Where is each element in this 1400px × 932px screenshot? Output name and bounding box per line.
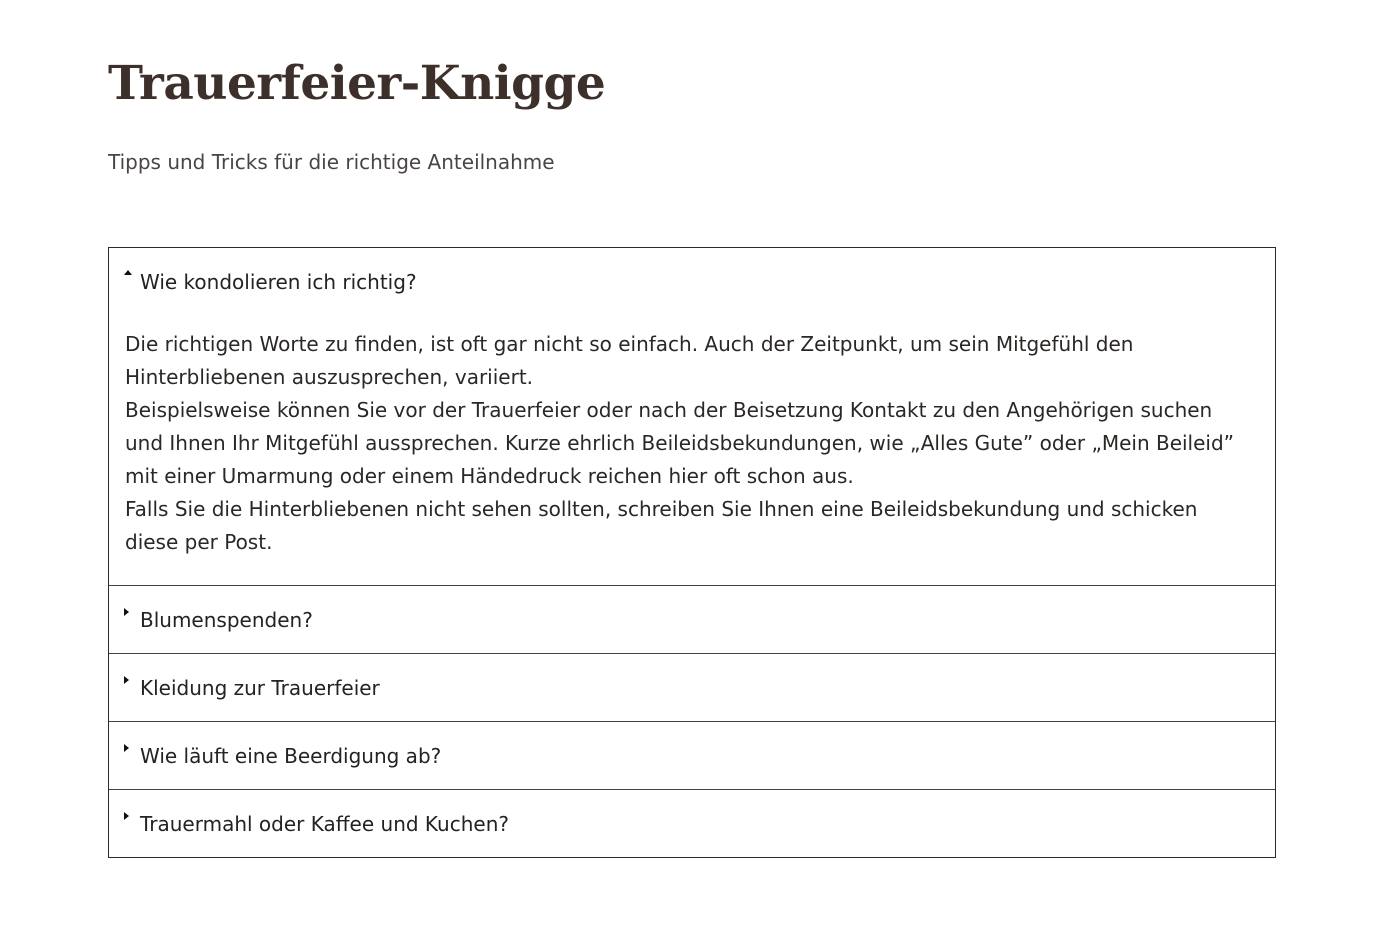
caret-right-icon — [124, 676, 129, 684]
accordion-item-kleidung — [109, 653, 1275, 721]
accordion-header-blumenspenden[interactable] — [109, 586, 1275, 653]
accordion-title: Kleidung zur Trauerfeier — [140, 676, 380, 700]
faq-accordion — [108, 247, 1276, 858]
accordion-header-trauermahl[interactable] — [109, 790, 1275, 857]
panel-paragraph: Die richtigen Worte zu finden, ist oft gar nicht so einfach. Auch der Zeitpunkt, um sein Mitgefühl den Hinterbliebenen auszusprechen, variiert. — [125, 332, 1134, 389]
accordion-item-beerdigung — [109, 721, 1275, 789]
caret-up-icon — [124, 270, 132, 275]
accordion-panel-kondolieren — [109, 314, 1275, 585]
page-title: Trauerfeier-Knigge — [108, 56, 606, 111]
accordion-title: Trauermahl oder Kaffee und Kuchen? — [140, 812, 509, 836]
page-subtitle: Tipps und Tricks für die richtige Anteilnahme — [108, 150, 555, 174]
caret-right-icon — [124, 608, 129, 616]
accordion-header-kleidung[interactable] — [109, 654, 1275, 721]
accordion-header-kondolieren[interactable] — [109, 248, 1275, 314]
panel-paragraph: Beispielsweise können Sie vor der Trauerfeier oder nach der Beisetzung Kontakt zu den Angehörigen suchen und Ihnen Ihr Mitgefühl aussprechen. Kurze ehrlich Beileidsbekundungen, wie „Alles Gute” oder „Mein Beileid” mit einer Umarmung oder einem Händedruck reichen hier oft schon aus. — [125, 398, 1235, 488]
accordion-title: Wie kondolieren ich richtig? — [140, 270, 417, 294]
accordion-title: Blumenspenden? — [140, 608, 313, 632]
accordion-item-blumenspenden — [109, 585, 1275, 653]
accordion-item-trauermahl — [109, 789, 1275, 857]
accordion-title: Wie läuft eine Beerdigung ab? — [140, 744, 442, 768]
accordion-header-beerdigung[interactable] — [109, 722, 1275, 789]
panel-paragraph: Falls Sie die Hinterbliebenen nicht sehen sollten, schreiben Sie Ihnen eine Beileidsbekundung und schicken diese per Post. — [125, 497, 1198, 554]
caret-right-icon — [124, 744, 129, 752]
caret-right-icon — [124, 812, 129, 820]
accordion-item-kondolieren — [109, 248, 1275, 585]
